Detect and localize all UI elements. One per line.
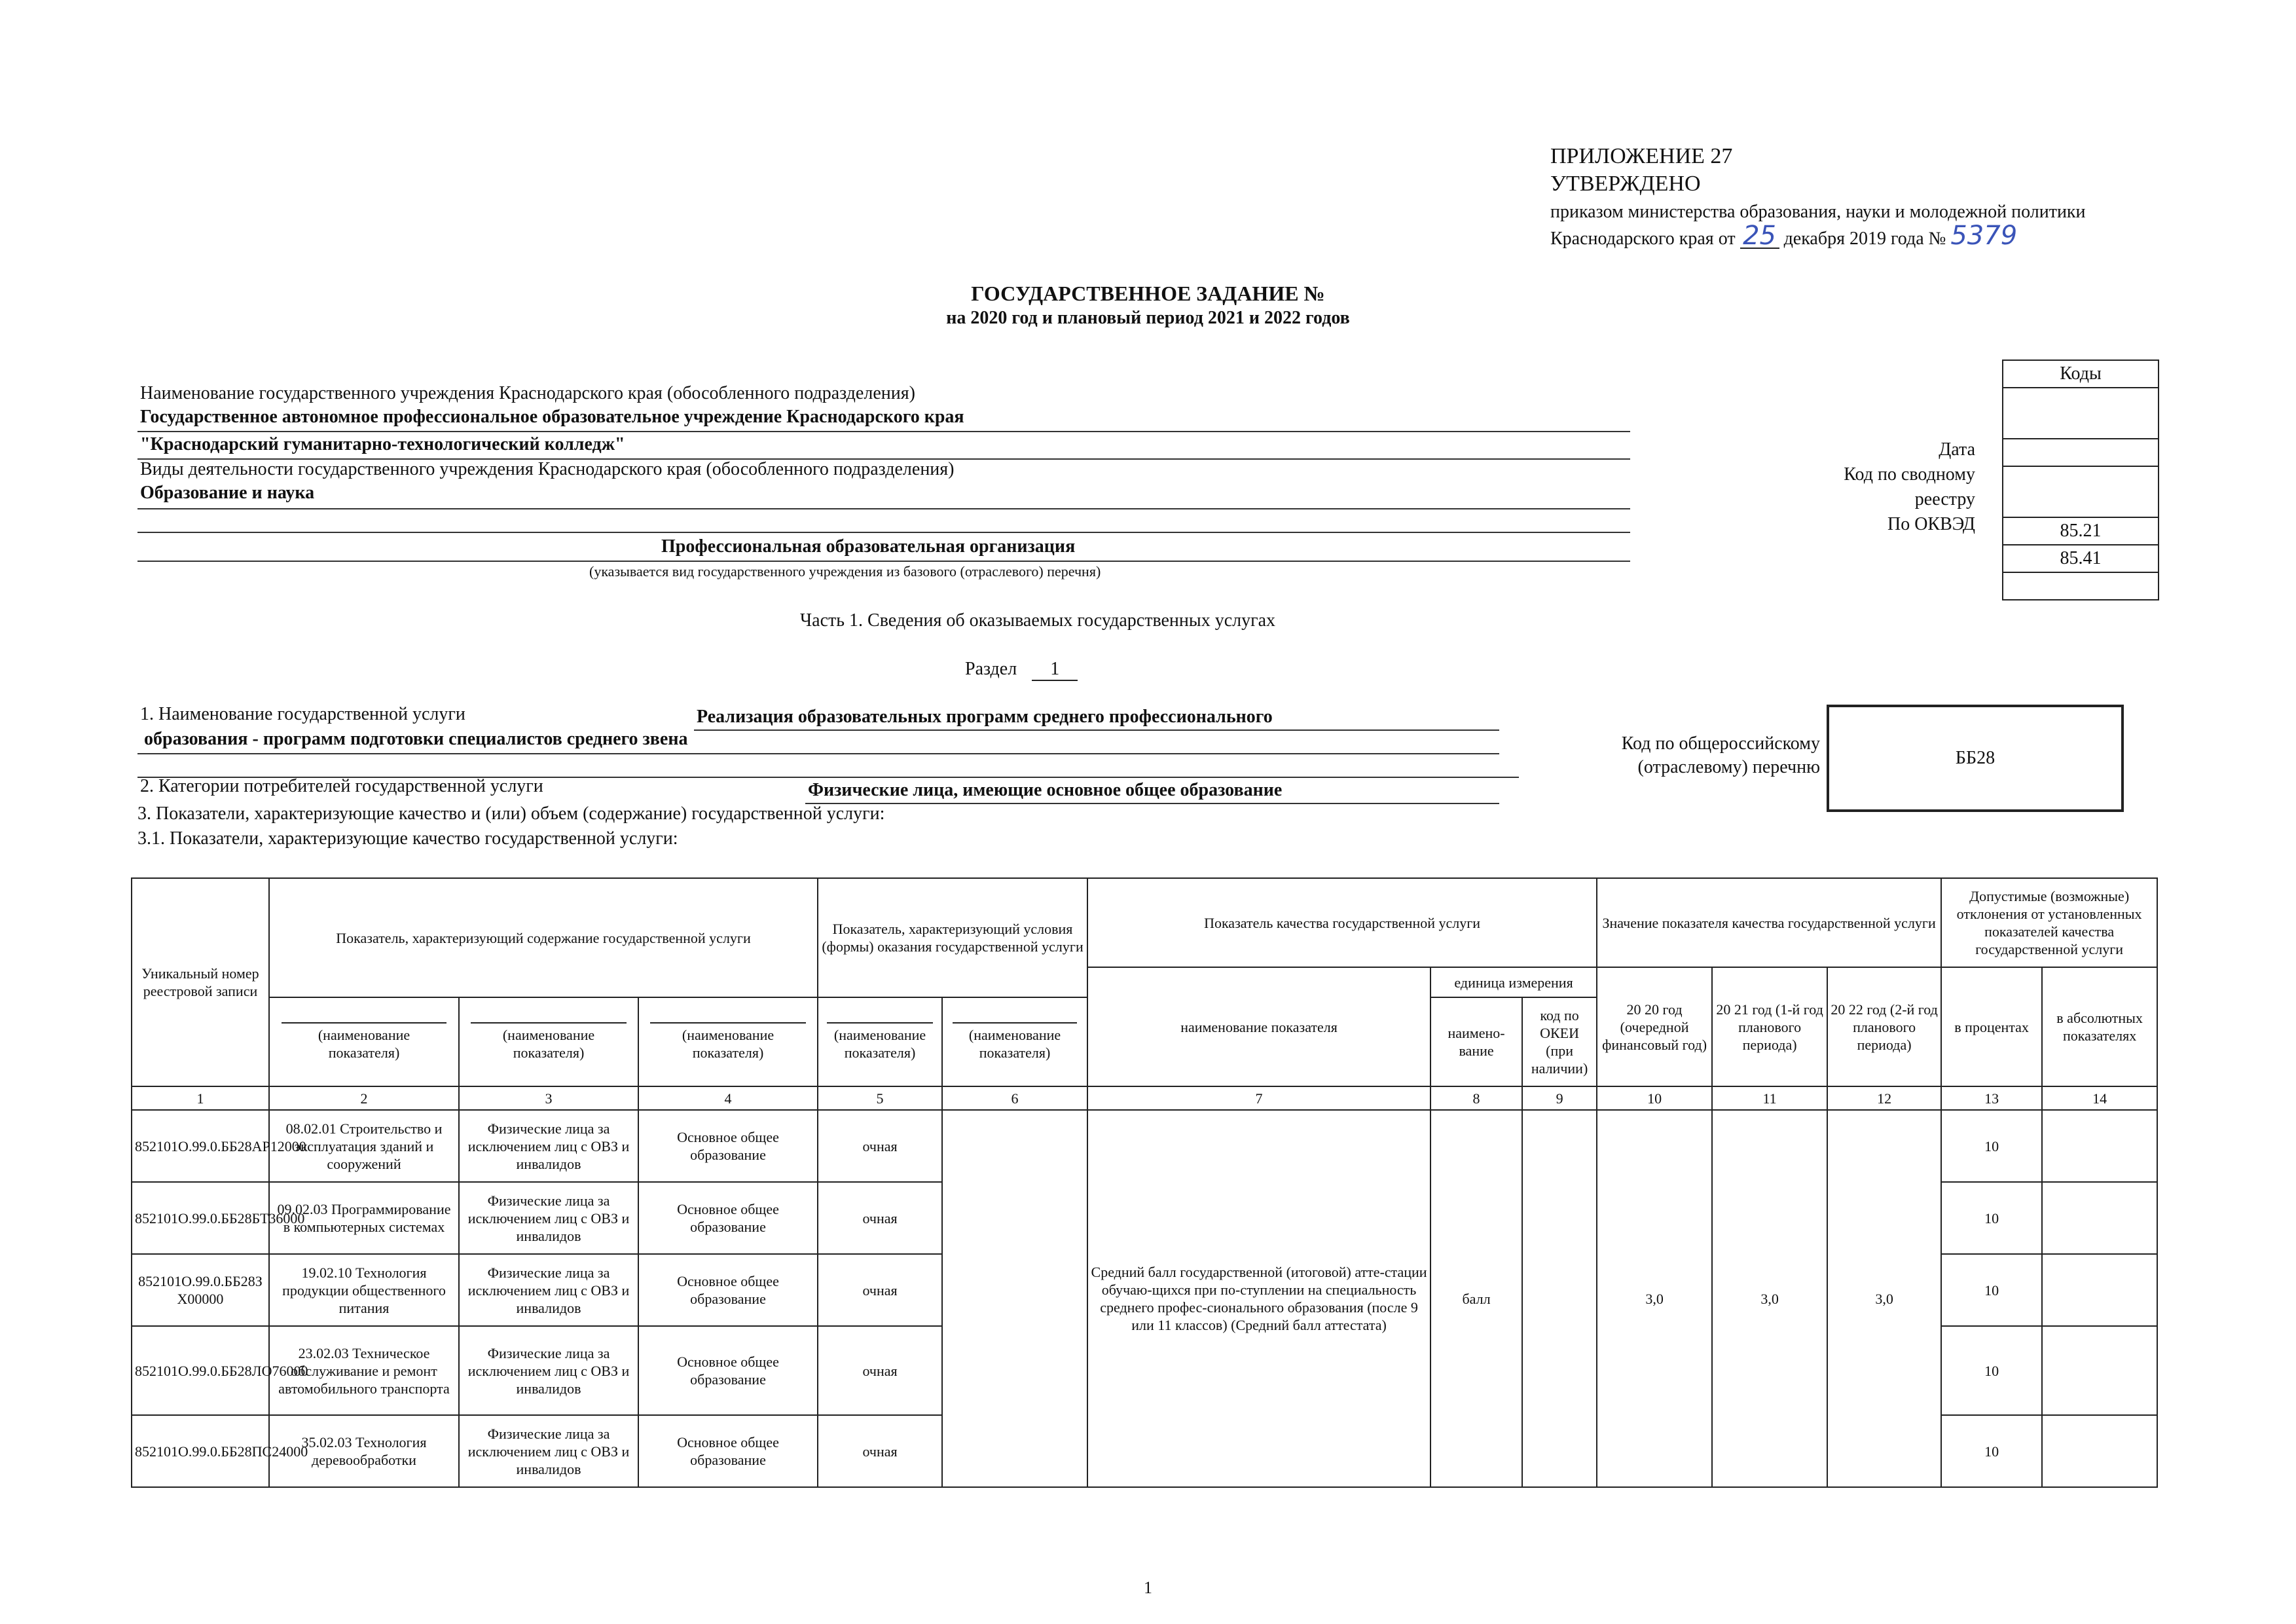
approved-label: УТВЕРЖДЕНО	[1550, 172, 1701, 196]
study-form: очная	[818, 1110, 942, 1182]
col-number: 11	[1712, 1086, 1827, 1110]
specialty: 08.02.01 Строительство и эксплуатация зданий и сооружений	[269, 1110, 459, 1182]
deviation-percent: 10	[1941, 1110, 2042, 1182]
indicators-title: 3. Показатели, характеризующие качество и (или) объем (содержание) государственной услуги:	[137, 803, 885, 824]
registry-label-2: реестру	[1914, 489, 1975, 509]
deviation-percent: 10	[1941, 1326, 2042, 1415]
study-form: очная	[818, 1182, 942, 1254]
header-content: Показатель, характеризующий содержание государственной услуги	[269, 878, 818, 997]
deviation-percent: 10	[1941, 1254, 2042, 1326]
deviation-absolute	[2042, 1182, 2157, 1254]
specialty: 35.02.03 Технология деревообработки	[269, 1415, 459, 1487]
okved-code-1: 85.21	[2003, 517, 2158, 544]
header-param-4: (наименование показателя)	[818, 997, 942, 1086]
education-level: Основное общее образование	[638, 1182, 818, 1254]
header-indicator-name: наименование показателя	[1087, 967, 1430, 1086]
order-line-1: приказом министерства образования, науки и молодежной политики	[1550, 202, 2086, 222]
col-number: 5	[818, 1086, 942, 1110]
section-line	[965, 659, 1078, 681]
consumer-category: Физические лица за исключением лиц с ОВЗ и инвалидов	[459, 1110, 638, 1182]
institution-type-value: Профессиональная образовательная организация	[661, 536, 1076, 557]
header-unique-number: Уникальный номер реестровой записи	[132, 878, 269, 1086]
col-number: 14	[2042, 1086, 2157, 1110]
activity-value: Образование и наука	[140, 483, 315, 503]
institution-name-label: Наименование государственного учреждения Краснодарского края (обособленного подразделения)	[140, 383, 915, 403]
deviation-absolute	[2042, 1326, 2157, 1415]
specialty: 19.02.10 Технология продукции общественного питания	[269, 1254, 459, 1326]
record-id: 852101О.99.0.ББ28ЛО76000	[132, 1326, 269, 1415]
section-label: Раздел	[965, 659, 1017, 679]
deviation-absolute	[2042, 1110, 2157, 1182]
header-param-3: (наименование показателя)	[638, 997, 818, 1086]
unit-name: балл	[1430, 1110, 1522, 1487]
education-level: Основное общее образование	[638, 1110, 818, 1182]
order-line-2	[1550, 221, 2086, 251]
service-label: 1. Наименование государственной услуги	[140, 704, 465, 724]
col-number: 6	[942, 1086, 1087, 1110]
deviation-absolute	[2042, 1415, 2157, 1487]
catalog-labels	[1584, 732, 1820, 779]
quality-indicators-table	[131, 877, 2158, 1488]
header-percent: в процентах	[1941, 967, 2042, 1086]
deviation-percent: 10	[1941, 1182, 2042, 1254]
header-year-2022: 20 22 год (2-й год планового периода)	[1827, 967, 1941, 1086]
deviation-absolute	[2042, 1254, 2157, 1326]
codes-empty-cell	[2003, 572, 2158, 599]
header-unit-name: наимено-вание	[1430, 997, 1522, 1086]
activity-label: Виды деятельности государственного учреждения Краснодарского края (обособленного подразделения)	[140, 459, 955, 479]
study-form: очная	[818, 1326, 942, 1415]
section-number: 1	[1032, 659, 1078, 681]
order-day: 25	[1740, 224, 1779, 249]
codes-date-cell	[2003, 438, 2158, 466]
specialty: 23.02.03 Техническое обслуживание и ремонт автомобильного транспорта	[269, 1326, 459, 1415]
catalog-code-box: ББ28	[1827, 705, 2124, 812]
part1-title: Часть 1. Сведения об оказываемых государственных услугах	[799, 610, 1276, 631]
education-level: Основное общее образование	[638, 1326, 818, 1415]
header-absolute: в абсолютных показателях	[2042, 967, 2157, 1086]
col-number: 9	[1522, 1086, 1597, 1110]
institution-type-note: (указывается вид государственного учреждения из базового (отраслевого) перечня)	[589, 563, 1101, 580]
specialty: 09.02.03 Программирование в компьютерных системах	[269, 1182, 459, 1254]
consumer-category: Физические лица за исключением лиц с ОВЗ и инвалидов	[459, 1326, 638, 1415]
registry-label-1: Код по сводному	[1844, 464, 1975, 485]
header-quality: Показатель качества государственной услуги	[1087, 878, 1597, 967]
consumers-label: 2. Категории потребителей государственной услуги	[140, 776, 543, 796]
codes-header: Коды	[2060, 363, 2102, 384]
page-number: 1	[1144, 1578, 1152, 1597]
record-id: 852101О.99.0.ББ28З X00000	[132, 1254, 269, 1326]
col-number: 2	[269, 1086, 459, 1110]
quality-indicator-name: Средний балл государственной (итоговой) атте-стации обучаю-щихся при по-ступлении на специальность среднего профес-сионального образования (после 9 или 11 классов) (Средний балл аттестата)	[1087, 1110, 1430, 1487]
study-form: очная	[818, 1415, 942, 1487]
consumers-value: Физические лица, имеющие основное общее образование	[808, 780, 1283, 800]
study-form: очная	[818, 1254, 942, 1326]
codes-box	[2002, 360, 2159, 600]
codes-labels	[1844, 437, 1975, 537]
deviation-percent: 10	[1941, 1415, 2042, 1487]
okved-code-2: 85.41	[2003, 544, 2158, 572]
document-title: ГОСУДАРСТВЕННОЕ ЗАДАНИЕ №	[971, 282, 1325, 305]
okei-code	[1522, 1110, 1597, 1487]
col-number: 13	[1941, 1086, 2042, 1110]
col-number: 12	[1827, 1086, 1941, 1110]
value-2020: 3,0	[1597, 1110, 1712, 1487]
header-year-2020: 20 20 год (очередной финансовый год)	[1597, 967, 1712, 1086]
catalog-label-2: (отраслевому) перечню	[1637, 757, 1820, 777]
codes-form-cell	[2003, 387, 2158, 438]
value-2022: 3,0	[1827, 1110, 1941, 1487]
table-row	[132, 1110, 2157, 1182]
order-prefix: Краснодарского края от	[1550, 229, 1736, 249]
column-numbers-row	[132, 1086, 2157, 1110]
quality-title: 3.1. Показатели, характеризующие качество государственной услуги:	[137, 828, 678, 849]
header-param-5: (наименование показателя)	[942, 997, 1087, 1086]
record-id: 852101О.99.0.ББ28ПС24000	[132, 1415, 269, 1487]
record-id: 852101О.99.0.ББ28АР12000	[132, 1110, 269, 1182]
col-number: 10	[1597, 1086, 1712, 1110]
education-level: Основное общее образование	[638, 1415, 818, 1487]
institution-name-line-1: Государственное автономное профессиональное образовательное учреждение Краснодарского края	[140, 407, 964, 427]
approval-block	[1550, 143, 2086, 251]
record-id: 852101О.99.0.ББ28БТ36000	[132, 1182, 269, 1254]
value-2021: 3,0	[1712, 1110, 1827, 1487]
header-value: Значение показателя качества государственной услуги	[1597, 878, 1941, 967]
education-level: Основное общее образование	[638, 1254, 818, 1326]
consumer-category: Физические лица за исключением лиц с ОВЗ и инвалидов	[459, 1254, 638, 1326]
header-deviation: Допустимые (возможные) отклонения от установленных показателей качества государственной услуги	[1941, 878, 2157, 967]
header-param-2: (наименование показателя)	[459, 997, 638, 1086]
appendix-label: ПРИЛОЖЕНИЕ 27	[1550, 144, 1733, 168]
service-value-2: образования - программ подготовки специалистов среднего звена	[144, 729, 688, 749]
header-param-1: (наименование показателя)	[269, 997, 459, 1086]
empty-condition-cell	[942, 1110, 1087, 1487]
col-number: 3	[459, 1086, 638, 1110]
consumer-category: Физические лица за исключением лиц с ОВЗ и инвалидов	[459, 1415, 638, 1487]
order-suffix: декабря 2019 года №	[1783, 229, 1946, 249]
col-number: 4	[638, 1086, 818, 1110]
header-unit: единица измерения	[1430, 967, 1597, 997]
codes-registry-cell	[2003, 466, 2158, 517]
col-number: 7	[1087, 1086, 1430, 1110]
institution-name-line-2: "Краснодарский гуманитарно-технологический колледж"	[140, 434, 625, 454]
header-year-2021: 20 21 год (1-й год планового периода)	[1712, 967, 1827, 1086]
order-number: 5379	[1950, 221, 2018, 251]
document-period: на 2020 год и плановый период 2021 и 2022 годов	[946, 308, 1350, 328]
catalog-label-1: Код по общероссийскому	[1621, 733, 1820, 754]
okved-label: По ОКВЭД	[1887, 514, 1975, 534]
date-label: Дата	[1939, 439, 1975, 460]
header-okei: код по ОКЕИ (при наличии)	[1522, 997, 1597, 1086]
col-number: 1	[132, 1086, 269, 1110]
service-value-1: Реализация образовательных программ среднего профессионального	[697, 707, 1273, 727]
col-number: 8	[1430, 1086, 1522, 1110]
header-conditions: Показатель, характеризующий условия (формы) оказания государственной услуги	[818, 878, 1087, 997]
consumer-category: Физические лица за исключением лиц с ОВЗ и инвалидов	[459, 1182, 638, 1254]
